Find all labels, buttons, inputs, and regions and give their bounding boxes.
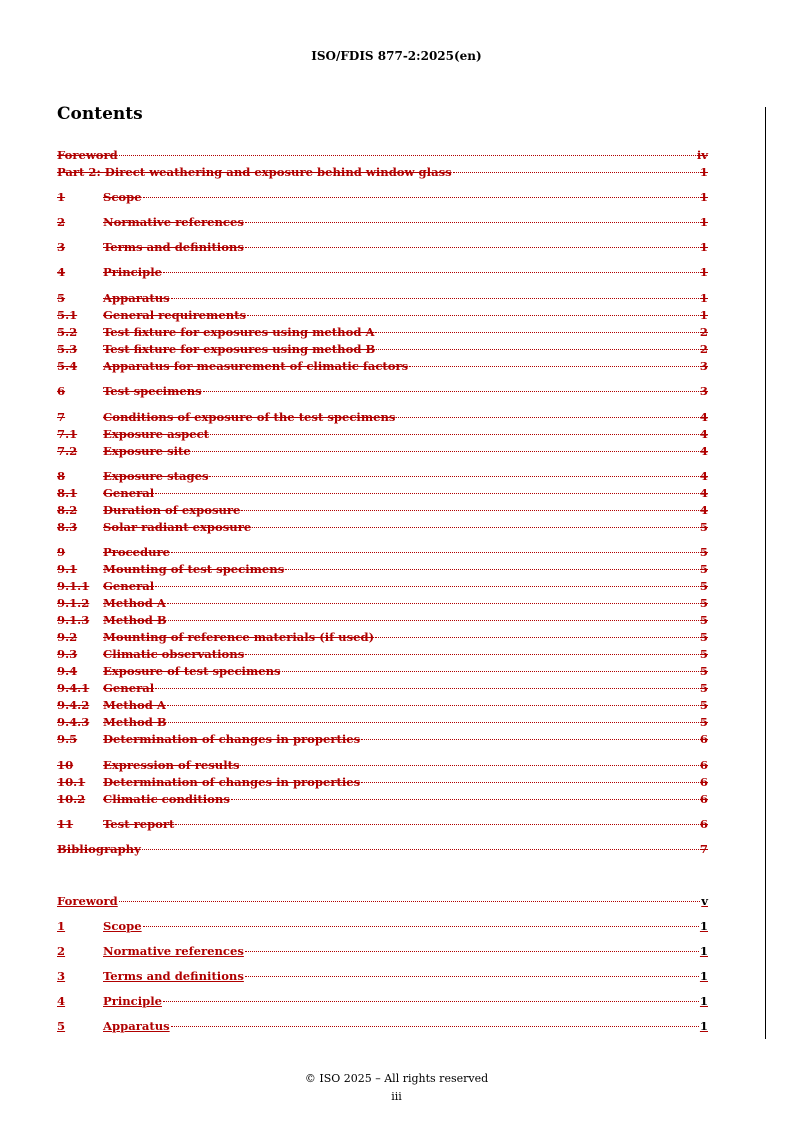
toc-entry[interactable]	[57, 265, 708, 281]
toc-entry[interactable]	[57, 190, 708, 206]
toc-entry-title: Normative references	[103, 944, 244, 958]
toc-dot-leader	[361, 782, 699, 783]
toc-entry[interactable]	[57, 359, 708, 375]
toc-entry-title: Expression of results	[103, 758, 240, 772]
toc-dot-leader	[245, 976, 699, 977]
toc-entry-number: 1	[57, 190, 66, 204]
toc-entry[interactable]	[57, 817, 708, 833]
toc-entry-page: 6	[699, 732, 708, 746]
toc-entry-title: Mounting of test specimens	[103, 562, 285, 576]
toc-entry[interactable]	[57, 342, 708, 358]
toc-dot-leader	[453, 172, 699, 173]
toc-entry-number: 11	[57, 817, 74, 831]
toc-entry-title: Test fixture for exposures using method A	[103, 325, 375, 339]
toc-dot-leader	[245, 247, 699, 248]
toc-dot-leader	[171, 298, 699, 299]
toc-dot-leader	[168, 722, 699, 723]
toc-entry-number: 9.1.2	[57, 596, 90, 610]
toc-entry-number: 7.2	[57, 444, 78, 458]
toc-entry-title: General	[103, 486, 155, 500]
toc-entry-page: 4	[699, 503, 708, 517]
toc-entry[interactable]	[57, 596, 708, 612]
toc-entry[interactable]	[57, 427, 708, 443]
toc-entry-number: 9.2	[57, 630, 78, 644]
toc-entry-number: 5.2	[57, 325, 78, 339]
toc-dot-leader	[245, 951, 699, 952]
toc-dot-leader	[167, 705, 699, 706]
toc-entry-number: 4	[57, 265, 66, 279]
toc-entry-number: 9.4.2	[57, 698, 90, 712]
toc-entry-page: v	[701, 894, 708, 908]
toc-dot-leader	[167, 603, 699, 604]
toc-entry[interactable]	[57, 647, 708, 663]
toc-dot-leader	[282, 671, 699, 672]
toc-entry-page: 5	[699, 545, 708, 559]
toc-entry-page: 5	[699, 715, 708, 729]
toc-entry-title: Principle	[103, 265, 163, 279]
toc-entry-title: General	[103, 681, 155, 695]
toc-entry-page: 4	[699, 469, 708, 483]
toc-entry-number: 8.2	[57, 503, 78, 517]
toc-entry[interactable]	[57, 894, 708, 910]
toc-entry-number: 9.1.3	[57, 613, 90, 627]
toc-entry-number: 4	[57, 994, 66, 1008]
toc-entry[interactable]	[57, 613, 708, 629]
toc-entry-page: 5	[699, 647, 708, 661]
toc-dot-leader	[396, 417, 698, 418]
toc-entry-number: 5.3	[57, 342, 78, 356]
toc-entry-page: 1	[699, 969, 708, 983]
toc-entry-page: 5	[699, 596, 708, 610]
toc-entry-number: 10.1	[57, 775, 86, 789]
toc-dot-leader	[171, 1026, 699, 1027]
toc-entry-title: Climatic conditions	[103, 792, 230, 806]
toc-entry[interactable]	[57, 630, 708, 646]
toc-entry-number: 9.5	[57, 732, 78, 746]
toc-dot-leader	[142, 849, 699, 850]
toc-entry-title: Conditions of exposure of the test specimens	[103, 410, 396, 424]
toc-entry[interactable]	[57, 148, 708, 164]
toc-entry[interactable]	[57, 545, 708, 561]
toc-entry-page: 1	[699, 190, 708, 204]
toc-entry[interactable]	[57, 520, 708, 536]
toc-entry-title: General requirements	[103, 308, 247, 322]
toc-entry-number: 8.3	[57, 520, 78, 534]
toc-entry[interactable]	[57, 919, 708, 935]
toc-entry-title: Foreword	[57, 894, 118, 908]
toc-entry-page: 5	[699, 664, 708, 678]
toc-entry[interactable]	[57, 291, 708, 307]
toc-entry-title: Principle	[103, 994, 163, 1008]
toc-entry-number: 5.4	[57, 359, 78, 373]
toc-entry-title: General	[103, 579, 155, 593]
toc-entry[interactable]	[57, 994, 708, 1010]
toc-entry-number: 9.4.1	[57, 681, 90, 695]
toc-entry[interactable]	[57, 969, 708, 985]
toc-entry-number: 3	[57, 969, 66, 983]
toc-dot-leader	[375, 332, 698, 333]
toc-entry-number: 8	[57, 469, 66, 483]
toc-entry[interactable]	[57, 715, 708, 731]
toc-entry-number: 7	[57, 410, 66, 424]
toc-entry[interactable]	[57, 758, 708, 774]
toc-entry-title: Foreword	[57, 148, 118, 162]
toc-dot-leader	[175, 824, 699, 825]
toc-entry-page: 4	[699, 427, 708, 441]
toc-dot-leader	[361, 739, 699, 740]
toc-entry-page: 5	[699, 562, 708, 576]
toc-entry[interactable]	[57, 469, 708, 485]
toc-entry-title: Exposure site	[103, 444, 191, 458]
toc-entry-page: 1	[699, 994, 708, 1008]
toc-dot-leader	[143, 197, 699, 198]
toc-entry-title: Duration of exposure	[103, 503, 241, 517]
toc-entry[interactable]	[57, 486, 708, 502]
toc-dot-leader	[409, 366, 699, 367]
toc-entry[interactable]	[57, 384, 708, 400]
toc-entry-title: Apparatus	[103, 291, 170, 305]
toc-entry-number: 10	[57, 758, 74, 772]
toc-dot-leader	[119, 901, 701, 902]
toc-entry[interactable]	[57, 681, 708, 697]
toc-entry[interactable]	[57, 698, 708, 714]
toc-entry-title: Terms and definitions	[103, 969, 244, 983]
copyright-notice: © ISO 2025 – All rights reserved	[304, 1072, 489, 1085]
toc-entry-page: 1	[699, 265, 708, 279]
toc-entry-title: Method A	[103, 698, 166, 712]
toc-dot-leader	[192, 451, 699, 452]
toc-entry-title: Method B	[103, 715, 167, 729]
toc-entry-number: 8.1	[57, 486, 78, 500]
toc-entry-title: Scope	[103, 919, 142, 933]
toc-entry[interactable]	[57, 732, 708, 748]
toc-entry-page: 1	[699, 919, 708, 933]
toc-entry-number: 9.1.1	[57, 579, 90, 593]
toc-dot-leader	[209, 476, 698, 477]
toc-entry-title: Test specimens	[103, 384, 202, 398]
toc-entry-page: 5	[699, 630, 708, 644]
toc-entry[interactable]	[57, 215, 708, 231]
toc-dot-leader	[231, 799, 699, 800]
toc-entry[interactable]	[57, 664, 708, 680]
toc-dot-leader	[247, 315, 699, 316]
toc-entry-page: iv	[696, 148, 708, 162]
toc-dot-leader	[240, 765, 698, 766]
toc-dot-leader	[376, 349, 699, 350]
page-number: iii	[391, 1090, 402, 1103]
toc-entry-title: Procedure	[103, 545, 171, 559]
toc-entry-number: 9.4	[57, 664, 78, 678]
toc-entry[interactable]	[57, 444, 708, 460]
toc-entry[interactable]	[57, 842, 708, 858]
toc-entry[interactable]	[57, 1019, 708, 1035]
toc-entry-title: Exposure aspect	[103, 427, 210, 441]
toc-entry-number: 7.1	[57, 427, 78, 441]
toc-entry[interactable]	[57, 325, 708, 341]
document-header: ISO/FDIS 877-2:2025(en)	[311, 49, 482, 63]
toc-entry[interactable]	[57, 944, 708, 960]
toc-entry-title: Apparatus	[103, 1019, 170, 1033]
toc-dot-leader	[375, 637, 699, 638]
toc-entry-title: Method B	[103, 613, 167, 627]
toc-entry-page: 1	[699, 944, 708, 958]
toc-entry-number: 3	[57, 240, 66, 254]
toc-entry-number: 5	[57, 291, 66, 305]
toc-entry-page: 3	[699, 384, 708, 398]
toc-entry-page: 5	[699, 681, 708, 695]
toc-dot-leader	[203, 391, 699, 392]
revision-change-bar	[765, 107, 766, 1039]
contents-title: Contents	[57, 104, 143, 124]
toc-entry-title: Terms and definitions	[103, 240, 244, 254]
toc-entry-number: 6	[57, 384, 66, 398]
toc-entry-title: Exposure stages	[103, 469, 209, 483]
toc-entry-page: 1	[699, 215, 708, 229]
toc-entry[interactable]	[57, 792, 708, 808]
toc-dot-leader	[155, 586, 699, 587]
toc-entry-title: Climatic observations	[103, 647, 245, 661]
toc-dot-leader	[163, 1001, 699, 1002]
toc-entry-page: 1	[699, 291, 708, 305]
toc-entry-title: Solar radiant exposure	[103, 520, 252, 534]
toc-entry[interactable]	[57, 410, 708, 426]
toc-entry-page: 7	[699, 842, 708, 856]
toc-entry-title: Method A	[103, 596, 166, 610]
toc-dot-leader	[245, 222, 699, 223]
toc-entry-page: 5	[699, 698, 708, 712]
toc-entry-page: 2	[699, 342, 708, 356]
toc-entry-page: 1	[699, 165, 708, 179]
toc-dot-leader	[210, 434, 699, 435]
toc-entry-title: Exposure of test specimens	[103, 664, 281, 678]
toc-entry-page: 3	[699, 359, 708, 373]
toc-entry-page: 6	[699, 792, 708, 806]
toc-entry-page: 6	[699, 758, 708, 772]
toc-dot-leader	[168, 620, 699, 621]
toc-entry-number: 1	[57, 919, 66, 933]
toc-dot-leader	[163, 272, 699, 273]
toc-entry-page: 5	[699, 579, 708, 593]
toc-entry-title: Bibliography	[57, 842, 141, 856]
toc-entry[interactable]	[57, 775, 708, 791]
toc-entry-page: 4	[699, 486, 708, 500]
toc-dot-leader	[285, 569, 699, 570]
toc-entry-title: Determination of changes in properties	[103, 732, 361, 746]
toc-entry-title: Normative references	[103, 215, 244, 229]
toc-entry-title: Part 2: Direct weathering and exposure behind window glass	[57, 165, 452, 179]
toc-entry-title: Determination of changes in properties	[103, 775, 361, 789]
toc-entry-page: 6	[699, 775, 708, 789]
toc-dot-leader	[252, 527, 699, 528]
toc-entry-page: 1	[699, 308, 708, 322]
toc-dot-leader	[143, 926, 699, 927]
toc-entry-page: 6	[699, 817, 708, 831]
toc-dot-leader	[245, 654, 699, 655]
toc-entry[interactable]	[57, 308, 708, 324]
toc-entry[interactable]	[57, 240, 708, 256]
toc-entry-page: 5	[699, 613, 708, 627]
toc-entry[interactable]	[57, 562, 708, 578]
toc-entry-number: 2	[57, 215, 66, 229]
toc-entry-page: 4	[699, 410, 708, 424]
toc-entry-page: 4	[699, 444, 708, 458]
toc-entry-title: Test fixture for exposures using method B	[103, 342, 376, 356]
toc-dot-leader	[119, 155, 696, 156]
toc-entry[interactable]	[57, 165, 708, 181]
toc-entry-title: Test report	[103, 817, 175, 831]
toc-entry[interactable]	[57, 579, 708, 595]
toc-dot-leader	[241, 510, 699, 511]
toc-entry-number: 9	[57, 545, 66, 559]
toc-entry[interactable]	[57, 503, 708, 519]
toc-entry-page: 5	[699, 520, 708, 534]
toc-entry-number: 9.4.3	[57, 715, 90, 729]
toc-dot-leader	[155, 493, 699, 494]
toc-entry-number: 5	[57, 1019, 66, 1033]
toc-entry-title: Mounting of reference materials (if used)	[103, 630, 375, 644]
toc-entry-number: 9.3	[57, 647, 78, 661]
toc-entry-number: 2	[57, 944, 66, 958]
toc-entry-title: Scope	[103, 190, 142, 204]
toc-entry-title: Apparatus for measurement of climatic factors	[103, 359, 409, 373]
toc-entry-number: 10.2	[57, 792, 86, 806]
toc-dot-leader	[155, 688, 699, 689]
toc-entry-page: 2	[699, 325, 708, 339]
toc-entry-page: 1	[699, 1019, 708, 1033]
toc-dot-leader	[171, 552, 699, 553]
toc-entry-page: 1	[699, 240, 708, 254]
toc-entry-number: 5.1	[57, 308, 78, 322]
toc-entry-number: 9.1	[57, 562, 78, 576]
